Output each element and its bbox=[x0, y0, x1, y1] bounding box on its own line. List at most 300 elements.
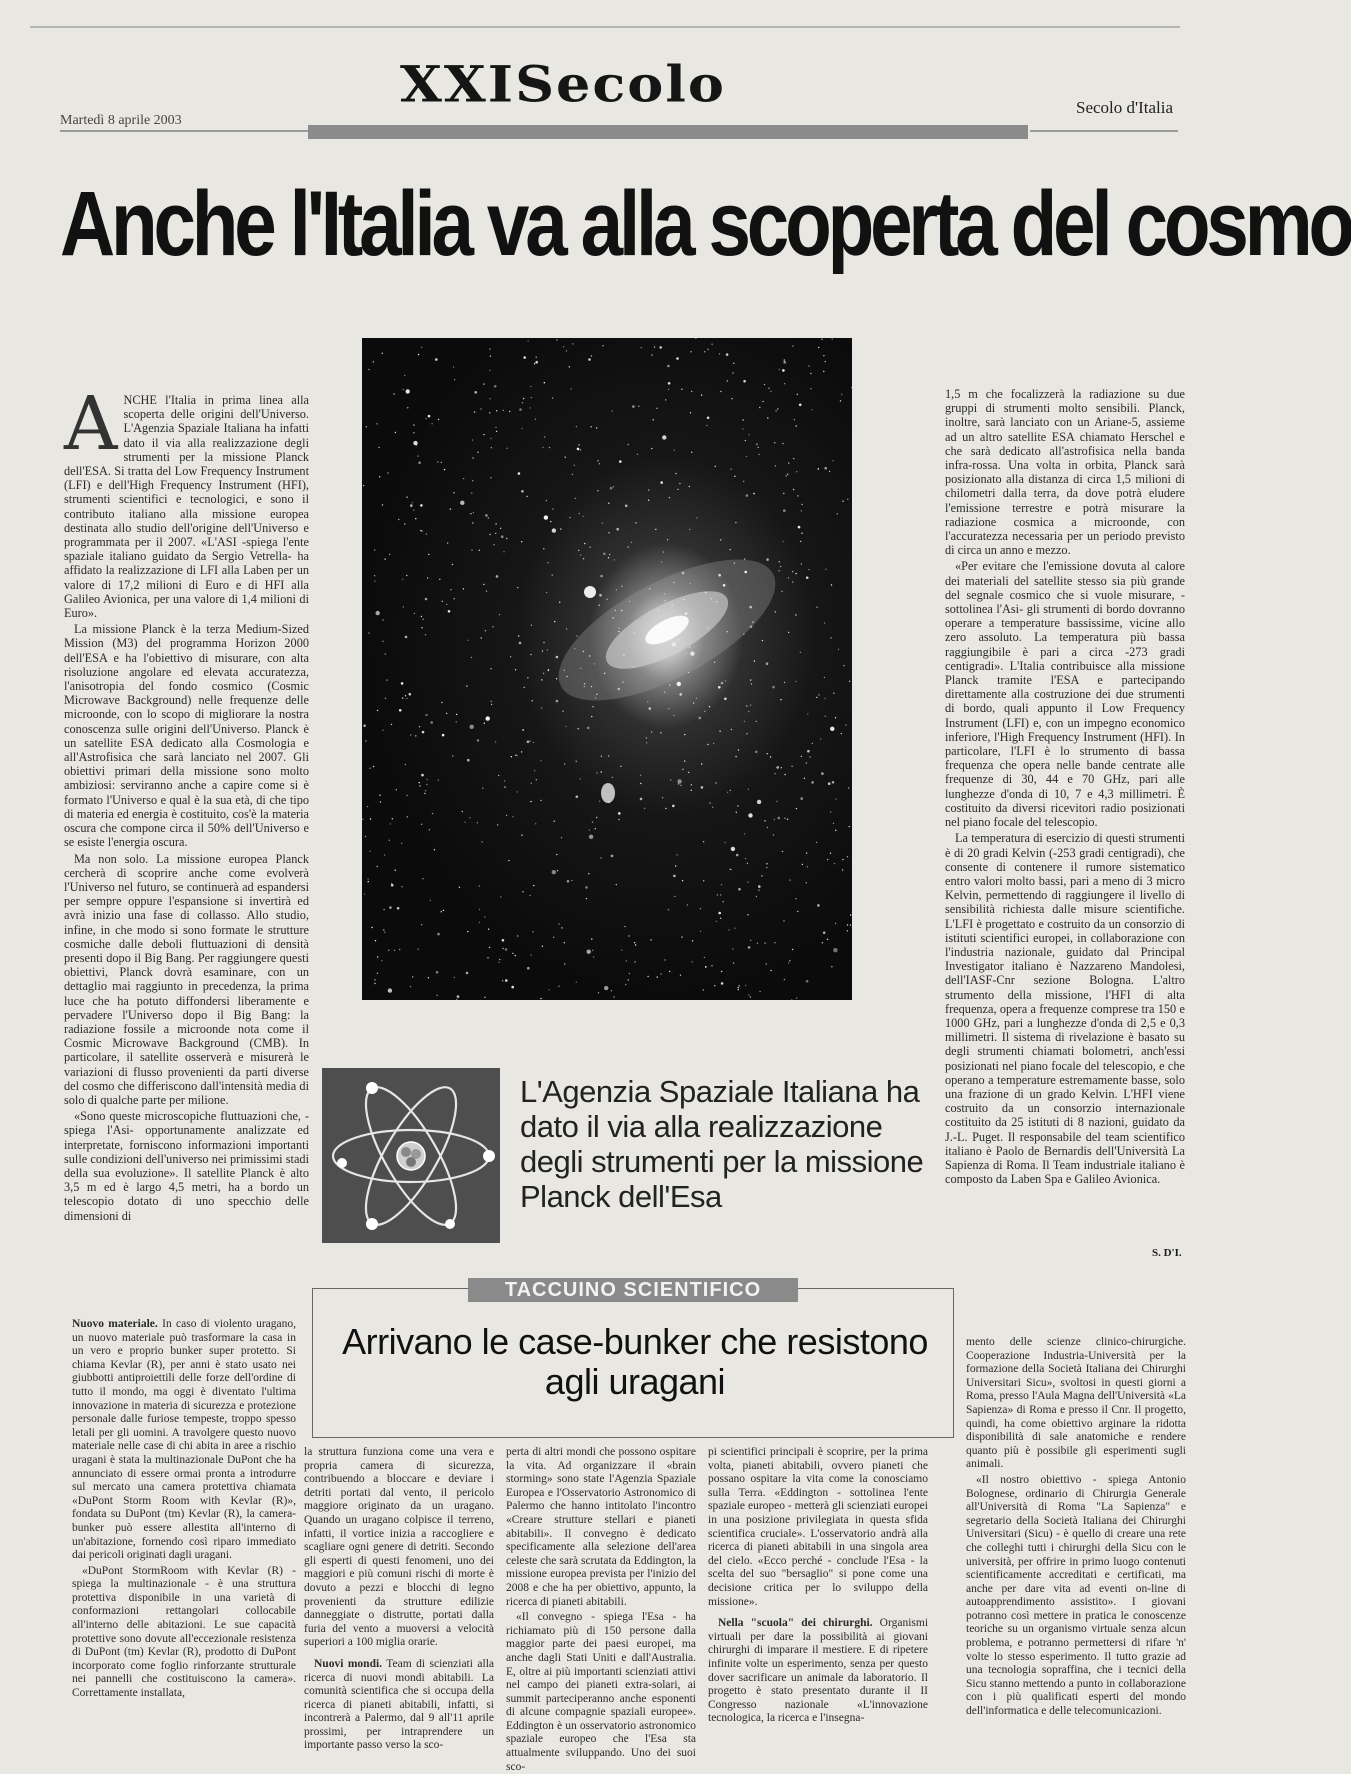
star bbox=[588, 873, 589, 874]
star bbox=[383, 909, 384, 910]
star bbox=[659, 346, 662, 349]
header-bar bbox=[308, 125, 1028, 139]
star bbox=[796, 471, 797, 472]
star bbox=[490, 477, 491, 478]
star bbox=[499, 614, 500, 615]
star bbox=[830, 853, 831, 854]
star bbox=[441, 911, 442, 912]
star bbox=[651, 354, 652, 355]
star bbox=[467, 759, 470, 762]
star bbox=[774, 819, 775, 820]
star bbox=[436, 995, 437, 996]
star bbox=[401, 682, 404, 685]
star bbox=[730, 549, 731, 550]
star bbox=[511, 756, 512, 757]
star bbox=[485, 630, 486, 631]
star bbox=[487, 957, 488, 958]
star bbox=[816, 842, 817, 843]
star bbox=[383, 929, 384, 930]
star bbox=[553, 937, 554, 938]
star bbox=[646, 737, 647, 738]
star bbox=[502, 939, 505, 942]
star bbox=[540, 760, 541, 761]
star bbox=[552, 508, 553, 509]
star bbox=[524, 687, 525, 688]
star bbox=[595, 828, 596, 829]
star bbox=[845, 724, 846, 725]
article-column-left bbox=[64, 381, 309, 1245]
star bbox=[714, 662, 715, 663]
star bbox=[454, 598, 455, 599]
star bbox=[611, 990, 612, 991]
star bbox=[565, 457, 566, 458]
star bbox=[731, 869, 732, 870]
star bbox=[554, 621, 555, 622]
star bbox=[490, 356, 491, 357]
star bbox=[552, 528, 556, 532]
star bbox=[798, 526, 801, 529]
star bbox=[764, 820, 765, 821]
paragraph: «Sono queste microscopiche fluttuazioni che, -spiega l'Asi- opportunamente analizzate ed interpretate, forniscono informazioni importanti sulle condizioni dell'universo nei primissimi stadi della sua evoluzione». Il satellite Planck è alto 3,5 m ed è largo 4,5 metri, ha a bordo un telescopio dotato di uno specchio delle dimensioni di bbox=[64, 1109, 309, 1223]
star bbox=[401, 843, 402, 844]
star bbox=[674, 450, 675, 451]
star bbox=[833, 693, 834, 694]
star bbox=[406, 497, 407, 498]
star bbox=[500, 896, 501, 897]
star bbox=[438, 419, 439, 420]
star bbox=[688, 772, 689, 773]
star bbox=[770, 756, 771, 757]
star bbox=[835, 798, 836, 799]
star bbox=[559, 602, 560, 603]
star bbox=[595, 697, 596, 698]
star bbox=[467, 931, 468, 932]
star bbox=[781, 767, 782, 768]
paragraph: In caso di violento uragano, un nuovo materiale può trasformare la casa in un vero e proprio bunker super protetto. Si chiama Kevlar (R), per anni è stato usato nei giubbotti antiproiettili delle forze dell'ordine di tutto il mondo, ma oggi è diventato l'ultima innovazione in materia di sicurezza e protezione personale dalle furiose tempeste, troppo spesso letali per gli uomini. A travolgere questo nuovo materiale nelle case di chi abita in aree a rischio uragani è stata la multinazionale DuPont che ha annunciato di essere ormai pronta a introdurre sul mercato una camera protettiva chiamata «DuPont Storm Room with Kevlar (R)», fondata su DuPont (tm) Kevlar (R), la camera-bunker può essere allestita all'interno di un'abitazione, fornendo così riparo immediato dai pericoli originati dagli uragani. bbox=[72, 1318, 297, 1562]
star bbox=[808, 569, 809, 570]
star bbox=[536, 357, 537, 358]
star bbox=[436, 971, 439, 974]
star bbox=[623, 654, 624, 655]
star bbox=[744, 833, 745, 834]
star bbox=[737, 805, 738, 806]
star bbox=[437, 461, 438, 462]
star bbox=[731, 729, 732, 730]
star bbox=[587, 727, 590, 730]
star bbox=[593, 956, 594, 957]
star bbox=[467, 640, 468, 641]
star bbox=[838, 649, 839, 650]
star bbox=[707, 744, 708, 745]
star bbox=[484, 916, 485, 917]
star bbox=[499, 959, 500, 960]
star bbox=[406, 795, 407, 796]
star bbox=[691, 391, 692, 392]
star bbox=[700, 931, 701, 932]
star bbox=[789, 879, 790, 880]
star bbox=[672, 642, 676, 646]
star bbox=[407, 816, 408, 817]
star bbox=[745, 440, 746, 441]
star bbox=[522, 891, 523, 892]
star bbox=[369, 768, 370, 769]
star bbox=[385, 698, 386, 699]
star bbox=[774, 442, 775, 443]
star bbox=[682, 572, 685, 575]
star bbox=[835, 717, 836, 718]
star bbox=[502, 980, 503, 981]
star bbox=[392, 818, 393, 819]
star bbox=[672, 604, 673, 605]
star bbox=[532, 700, 533, 701]
star bbox=[564, 942, 565, 943]
star bbox=[715, 466, 716, 467]
star bbox=[749, 606, 752, 609]
star bbox=[437, 933, 440, 936]
star bbox=[689, 529, 690, 530]
star bbox=[664, 959, 665, 960]
paragraph: «Per evitare che l'emissione dovuta al calore dei materiali del satellite stesso sia più grande del segnale cosmico che si vuole misurare, -sottolinea l'Asi- gli strumenti di bordo dovranno operare a temperature bassissime, vicine allo zero assoluto. La temperatura più bassa raggiungibile è pari a circa -273 gradi centigradi». L'Italia contribuisce alla missione Planck tramite l'ESA e partecipando direttamente alla costruzione dei due strumenti di bordo, quali appunto il Low Frequency Instrument (LFI) e, con un impegno economico inferiore, l'High Frequency Instrument (HFI). In particolare, l'LFI è lo strumento di bassa frequenza che opera nelle bande centrate alle frequenze di 30, 44 e 70 GHz, pari alle lunghezze d'onda di 10, 7 e 4,3 millimetri. È costituito da diversi ricevitori radio posizionati nel piano focale del telescopio. bbox=[945, 559, 1185, 830]
star bbox=[629, 973, 630, 974]
star bbox=[466, 972, 469, 975]
star bbox=[518, 472, 521, 475]
star bbox=[689, 486, 690, 487]
star bbox=[772, 686, 775, 689]
star bbox=[792, 581, 793, 582]
star bbox=[710, 598, 711, 599]
star bbox=[832, 339, 833, 340]
star bbox=[377, 710, 378, 711]
star bbox=[425, 598, 428, 601]
star bbox=[421, 824, 422, 825]
star bbox=[693, 702, 694, 703]
star bbox=[522, 729, 523, 730]
star bbox=[556, 854, 557, 855]
star bbox=[817, 469, 818, 470]
star bbox=[488, 929, 489, 930]
star bbox=[651, 448, 652, 449]
star bbox=[796, 425, 797, 426]
star bbox=[762, 640, 763, 641]
star bbox=[419, 726, 420, 727]
star bbox=[831, 584, 832, 585]
star bbox=[496, 575, 499, 578]
star bbox=[425, 418, 426, 419]
star bbox=[800, 797, 803, 800]
star bbox=[783, 541, 784, 542]
star bbox=[418, 949, 419, 950]
paragraph: «DuPont StormRoom with Kevlar (R) - spiega la multinazionale - è una struttura protettiva disponibile in una varietà di conformazioni rettangolari collocabile all'interno delle abitazioni. Le sue capacità protettive sono dovute all'eccezionale resistenza di DuPont (tm) Kevlar (R), prodotto di DuPont incorporato come foglio rinforzante strutturale nei pannelli che costituiscono la camera». Correttamente installata, bbox=[72, 1564, 296, 1700]
star bbox=[727, 380, 728, 381]
star bbox=[430, 900, 431, 901]
star bbox=[394, 950, 395, 951]
star bbox=[425, 790, 426, 791]
star bbox=[404, 375, 405, 376]
star bbox=[618, 631, 619, 632]
star bbox=[426, 784, 427, 785]
lead-in: Nella "scuola" dei chirurghi. bbox=[718, 1617, 873, 1630]
star bbox=[713, 743, 714, 744]
star bbox=[669, 497, 670, 498]
star bbox=[661, 561, 662, 562]
star bbox=[421, 627, 422, 628]
atom-illustration bbox=[322, 1068, 500, 1243]
star bbox=[739, 985, 740, 986]
star bbox=[541, 707, 542, 708]
star bbox=[716, 921, 717, 922]
star bbox=[530, 654, 531, 655]
section-label: TACCUINO SCIENTIFICO bbox=[468, 1278, 798, 1302]
star bbox=[800, 652, 801, 653]
star bbox=[721, 682, 724, 685]
star bbox=[612, 410, 613, 411]
star bbox=[807, 750, 810, 753]
star bbox=[362, 819, 363, 820]
star bbox=[673, 582, 674, 583]
star bbox=[419, 785, 420, 786]
star bbox=[552, 397, 553, 398]
star bbox=[471, 492, 472, 493]
star bbox=[600, 857, 601, 858]
star bbox=[703, 841, 704, 842]
paragraph: 1,5 m che focalizzerà la radiazione su due gruppi di strumenti molto sensibili. Planck, inoltre, sarà lanciato con un Ariane-5, assieme ad un altro satellite ESA chiamato Herschel e che sarà dedicato all'astrofisica nella banda infra-rossa. Una volta in orbita, Planck sarà posizionato alla distanza di circa 1,5 milioni di chilometri dalla terra, da dove potrà eludere l'emissione terrestre e potrà misurare la radiazione cosmica a microonde, con l'accuratezza necessaria per un periodo previsto di circa un anno e mezzo. bbox=[945, 387, 1185, 558]
star bbox=[479, 909, 480, 910]
star bbox=[472, 457, 473, 458]
star bbox=[511, 986, 514, 989]
star bbox=[405, 636, 408, 639]
star bbox=[849, 681, 850, 682]
star bbox=[742, 428, 743, 429]
star bbox=[767, 417, 768, 418]
star bbox=[608, 532, 609, 533]
pull-quote: L'Agenzia Spaziale Italiana ha dato il via alla realizzazione degli strumenti per la missione Planck dell'Esa bbox=[520, 1074, 924, 1214]
star bbox=[367, 878, 368, 879]
star bbox=[648, 500, 649, 501]
star bbox=[602, 345, 603, 346]
star bbox=[577, 448, 580, 451]
star bbox=[558, 986, 559, 987]
star bbox=[718, 912, 721, 915]
star bbox=[395, 870, 396, 871]
star bbox=[377, 973, 378, 974]
star bbox=[750, 679, 751, 680]
star bbox=[782, 369, 785, 372]
star bbox=[655, 529, 656, 530]
star bbox=[616, 589, 617, 590]
star bbox=[728, 929, 729, 930]
star bbox=[546, 500, 547, 501]
star bbox=[824, 467, 827, 470]
star bbox=[580, 449, 581, 450]
star bbox=[515, 755, 516, 756]
star bbox=[689, 647, 690, 648]
star bbox=[412, 502, 413, 503]
star bbox=[793, 458, 794, 459]
star bbox=[591, 938, 592, 939]
star bbox=[828, 782, 831, 785]
star bbox=[787, 819, 788, 820]
star bbox=[638, 406, 639, 407]
star bbox=[483, 434, 484, 435]
star bbox=[667, 539, 668, 540]
star bbox=[422, 731, 425, 734]
star bbox=[669, 971, 670, 972]
star bbox=[830, 637, 831, 638]
star bbox=[414, 613, 415, 614]
star bbox=[454, 379, 455, 380]
star bbox=[566, 350, 567, 351]
star bbox=[554, 821, 555, 822]
star bbox=[692, 961, 693, 962]
star bbox=[477, 452, 478, 453]
star bbox=[788, 577, 789, 578]
star bbox=[390, 823, 391, 824]
star bbox=[421, 347, 422, 348]
star bbox=[543, 673, 544, 674]
star bbox=[683, 599, 684, 600]
star bbox=[556, 339, 557, 340]
star bbox=[832, 781, 835, 784]
star bbox=[589, 835, 593, 839]
star bbox=[628, 935, 629, 936]
taccuino-column-4 bbox=[708, 1446, 928, 1741]
star bbox=[428, 554, 429, 555]
star bbox=[604, 673, 605, 674]
star bbox=[732, 948, 733, 949]
galaxy-photo bbox=[362, 338, 852, 1000]
star bbox=[547, 649, 548, 650]
star bbox=[764, 384, 765, 385]
star bbox=[530, 801, 531, 802]
star bbox=[706, 425, 707, 426]
star bbox=[802, 864, 803, 865]
star bbox=[810, 373, 811, 374]
star bbox=[406, 575, 407, 576]
star bbox=[420, 504, 423, 507]
star bbox=[548, 669, 549, 670]
star bbox=[688, 672, 689, 673]
star bbox=[385, 653, 386, 654]
paragraph: Organismi virtuali per dare la possibilità ai giovani chirurghi di imparare il mestiere. E di ripetere infinite volte un esperimento, senza per questo dover sacrificare un animale da laboratorio. Il progetto è stato presentato durante il II Congresso nazionale «L'innovazione tecnologica, la ricerca e l'insegna- bbox=[708, 1617, 929, 1725]
star bbox=[777, 408, 778, 409]
star bbox=[402, 579, 403, 580]
star bbox=[744, 571, 747, 574]
star bbox=[711, 965, 712, 966]
star bbox=[820, 738, 821, 739]
star bbox=[780, 699, 781, 700]
star bbox=[718, 686, 721, 689]
star bbox=[759, 454, 760, 455]
star bbox=[842, 501, 843, 502]
star bbox=[678, 783, 679, 784]
star bbox=[592, 706, 593, 707]
star bbox=[620, 766, 621, 767]
star bbox=[830, 811, 831, 812]
star bbox=[382, 641, 383, 642]
star bbox=[615, 610, 616, 611]
star bbox=[466, 685, 467, 686]
star bbox=[662, 797, 663, 798]
star bbox=[619, 628, 620, 629]
star bbox=[648, 489, 649, 490]
star bbox=[795, 614, 796, 615]
star bbox=[540, 998, 541, 999]
star bbox=[784, 682, 785, 683]
star bbox=[701, 394, 702, 395]
star bbox=[489, 412, 490, 413]
star bbox=[535, 823, 536, 824]
star bbox=[504, 780, 505, 781]
star bbox=[660, 481, 663, 484]
star bbox=[474, 411, 475, 412]
star bbox=[608, 557, 609, 558]
star bbox=[669, 684, 670, 685]
star bbox=[587, 950, 591, 954]
star bbox=[530, 954, 531, 955]
star bbox=[489, 398, 490, 399]
star bbox=[811, 781, 814, 784]
star bbox=[674, 896, 675, 897]
star bbox=[389, 840, 390, 841]
star bbox=[684, 734, 685, 735]
star bbox=[730, 469, 731, 470]
star bbox=[640, 783, 641, 784]
star bbox=[434, 849, 435, 850]
star bbox=[469, 817, 470, 818]
star bbox=[784, 818, 785, 819]
star bbox=[391, 724, 392, 725]
star bbox=[806, 762, 807, 763]
star bbox=[775, 410, 776, 411]
star bbox=[787, 474, 788, 475]
star bbox=[779, 369, 780, 370]
star bbox=[401, 886, 402, 887]
star bbox=[747, 914, 748, 915]
star bbox=[806, 882, 807, 883]
star bbox=[668, 382, 671, 385]
star bbox=[816, 607, 817, 608]
star bbox=[399, 949, 400, 950]
star bbox=[751, 683, 752, 684]
star bbox=[621, 949, 622, 950]
star bbox=[619, 460, 622, 463]
star bbox=[428, 977, 429, 978]
star bbox=[542, 447, 543, 448]
star bbox=[788, 462, 789, 463]
author-signature: S. D'I. bbox=[1152, 1247, 1182, 1259]
star bbox=[810, 388, 811, 389]
star bbox=[696, 517, 697, 518]
star bbox=[479, 922, 480, 923]
star bbox=[850, 914, 851, 915]
star bbox=[756, 896, 757, 897]
star bbox=[452, 564, 453, 565]
star bbox=[791, 999, 792, 1000]
star bbox=[758, 885, 761, 888]
star bbox=[486, 590, 487, 591]
star bbox=[375, 940, 376, 941]
star bbox=[720, 539, 721, 540]
star bbox=[825, 569, 826, 570]
star bbox=[599, 594, 602, 597]
star bbox=[755, 751, 758, 754]
star bbox=[364, 894, 365, 895]
star bbox=[598, 992, 599, 993]
star bbox=[560, 528, 561, 529]
star bbox=[576, 761, 577, 762]
star bbox=[703, 989, 704, 990]
star bbox=[644, 808, 645, 809]
